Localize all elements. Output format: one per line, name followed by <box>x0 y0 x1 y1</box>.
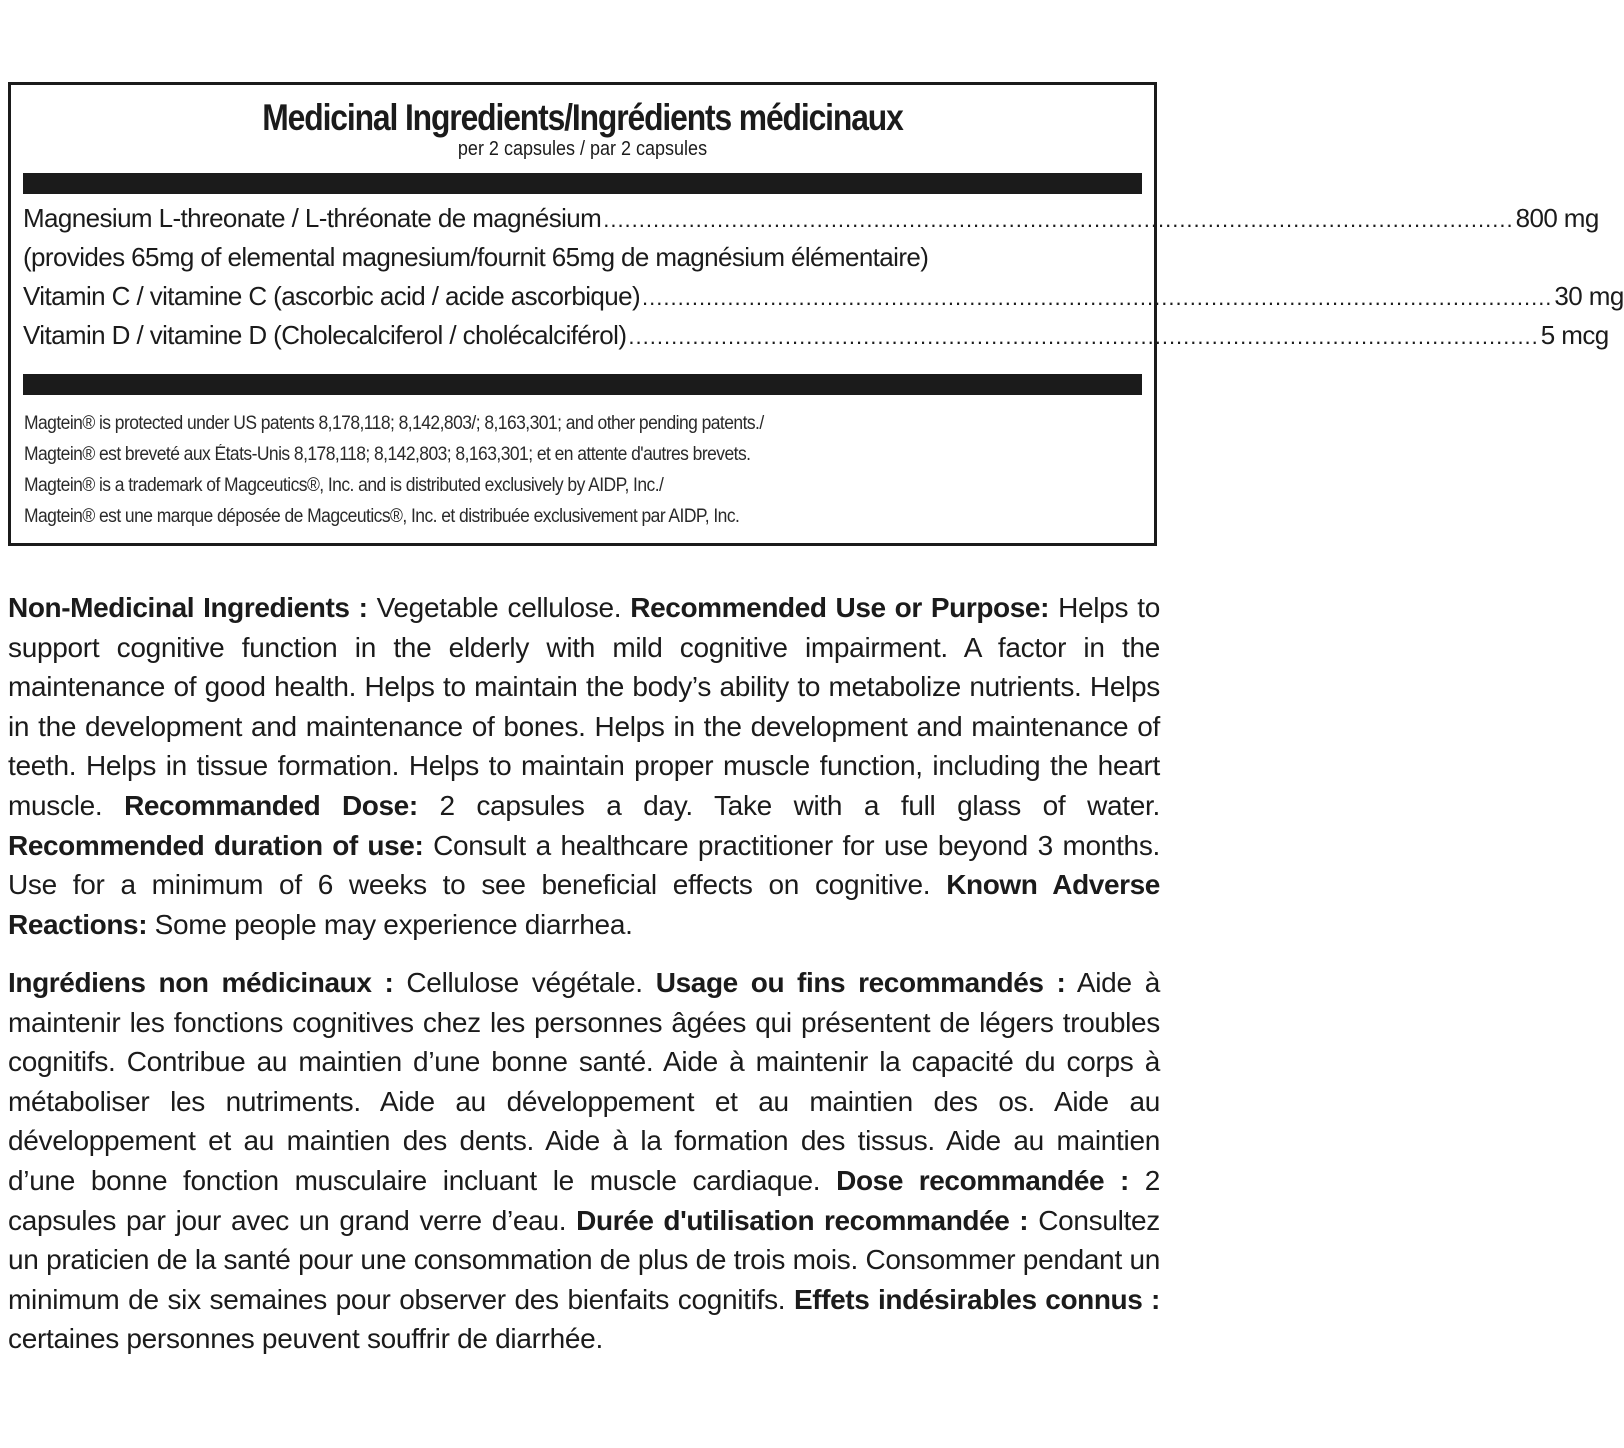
duration-label: Durée d'utilisation recommandée : <box>576 1204 1029 1236</box>
duration-text: Consultez un praticien de la santé pour une consommation de plus de trois mois. Consommer pendant un minimum de six semaines pour observer des bienfaits cognitifs. <box>8 1204 1160 1315</box>
leader-dots: ................................................................................................................................ <box>628 324 1539 349</box>
medicinal-ingredients-panel <box>8 82 1624 546</box>
non-medicinal-label: Non-Medicinal Ingredients : <box>8 592 368 623</box>
purpose-label: Usage ou fins recommandés : <box>655 967 1066 998</box>
ingredient-amount: 800 mg <box>1515 203 1599 233</box>
adverse-reactions-text: certaines personnes peuvent souffrir de diarrhée. <box>8 1323 603 1355</box>
purpose-label: Recommended Use or Purpose: <box>630 592 1049 623</box>
dose-label: Dose recommandée : <box>836 1164 1129 1196</box>
legal-line: Magtein® is protected under US patents 8,178,118; 8,142,803/; 8,163,301; and other pending patents./ <box>24 413 764 434</box>
duration-label: Recommended duration of use: <box>8 829 424 861</box>
top-divider-bar <box>23 173 1142 194</box>
ingredient-name: Vitamin D / vitamine D (Cholecalciferol / cholécalciférol) <box>23 320 627 350</box>
dose-text: 2 capsules a day. Take with a full glass of water. <box>439 789 1160 821</box>
ingredient-name: Magnesium L-threonate / L-thréonate de magnésium <box>23 203 602 233</box>
bottom-divider-bar <box>23 374 1142 395</box>
adverse-reactions-label: Effets indésirables connus : <box>794 1283 1160 1315</box>
dose-text: 2 capsules par jour avec un grand verre d’eau. <box>8 1164 1160 1236</box>
ingredient-amount: 5 mcg <box>1540 320 1609 350</box>
non-medicinal-text: Vegetable cellulose. <box>376 592 622 623</box>
french-directions-paragraph <box>8 963 1160 1359</box>
ingredient-row <box>23 203 1599 242</box>
leader-dots: ................................................................................................................................ <box>642 285 1553 310</box>
purpose-text: Helps to support cognitive function in the elderly with mild cognitive impairment. A factor in the maintenance of good health. Helps to maintain the body’s ability to metabolize nutrients. Helps in the development and maintenance of bones. Helps in the development and maintenance of teeth. Helps in tissue formation. Helps to maintain proper muscle function, including the heart muscle. <box>8 592 1160 821</box>
ingredient-row <box>23 320 1609 359</box>
non-medicinal-label: Ingrédiens non médicinaux : <box>8 967 394 998</box>
english-directions-paragraph <box>8 588 1160 944</box>
legal-line: Magtein® est une marque déposée de Magceutics®, Inc. et distribuée exclusivement par AIDP, Inc. <box>24 506 740 527</box>
dose-label: Recommanded Dose: <box>124 789 418 821</box>
ingredient-name: Vitamin C / vitamine C (ascorbic acid / acide ascorbique) <box>23 281 641 311</box>
panel-subtitle: per 2 capsules / par 2 capsules <box>457 138 708 160</box>
adverse-reactions-label: Known Adverse Reactions: <box>8 869 1160 940</box>
ingredient-amount: 30 mg <box>1554 281 1624 311</box>
purpose-text: Aide à maintenir les fonctions cognitives chez les personnes âgées qui présentent de légers troubles cognitifs. Contribue au maintien d’une bonne santé. Aide à maintenir la capacité du corps à métaboliser les nutriments. Aide au développement et au maintien des os. Aide au développement et au maintien des dents. Aide à la formation des tissus. Aide au maintien d’une bonne fonction musculaire incluant le muscle cardiaque. <box>8 967 1160 1196</box>
legal-notice <box>24 408 1142 532</box>
legal-line: Magtein® is a trademark of Magceutics®, Inc. and is distributed exclusively by AIDP, Inc./ <box>24 475 664 496</box>
legal-line: Magtein® est breveté aux États-Unis 8,178,118; 8,142,803; 8,163,301; et en attente d'autres brevets. <box>24 444 751 465</box>
leader-dots: ................................................................................................................................ <box>603 207 1514 232</box>
non-medicinal-text: Cellulose végétale. <box>406 967 643 998</box>
adverse-reactions-text: Some people may experience diarrhea. <box>154 908 633 940</box>
panel-title: Medicinal Ingredients/Ingrédients médicinaux <box>262 97 903 138</box>
ingredient-list <box>23 203 1624 359</box>
duration-text: Consult a healthcare practitioner for use beyond 3 months. Use for a minimum of 6 weeks to see beneficial effects on cognitive. <box>8 829 1161 901</box>
ingredient-note: (provides 65mg of elemental magnesium/fournit 65mg de magnésium élémentaire) <box>23 242 929 272</box>
ingredient-row <box>23 281 1624 320</box>
